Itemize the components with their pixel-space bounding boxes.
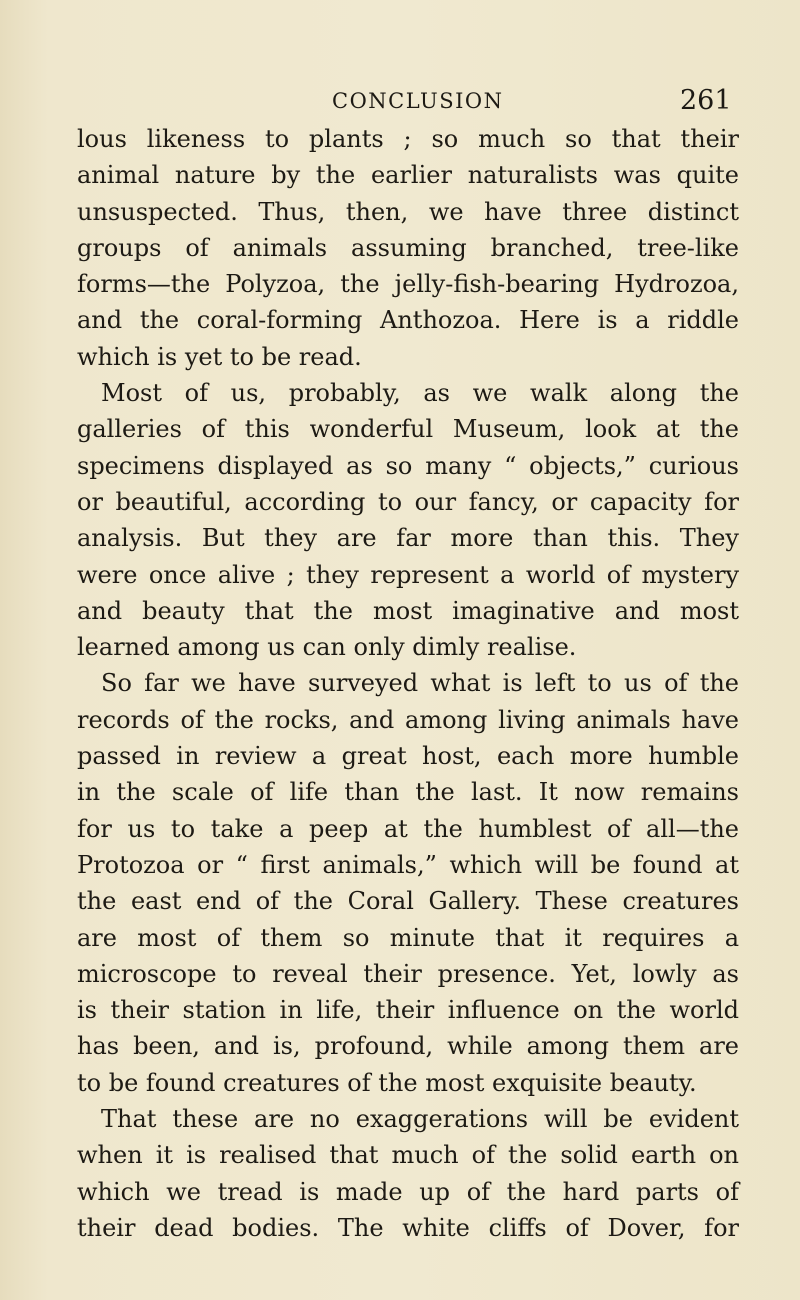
text-line: which we tread is made up of the hard parts of bbox=[77, 1177, 739, 1206]
text-line: has been, and is, profound, while among them are bbox=[77, 1032, 739, 1061]
text-line: the east end of the Coral Gallery. These creatures bbox=[77, 887, 739, 916]
chapter-title: CONCLUSION bbox=[332, 89, 504, 113]
text-line: specimens displayed as so many “ objects,” curious bbox=[77, 451, 739, 480]
text-line: to be found creatures of the most exquisite beauty. bbox=[77, 1068, 697, 1097]
text-line: or beautiful, according to our fancy, or capacity for bbox=[77, 487, 739, 516]
text-line: unsuspected. Thus, then, we have three distinct bbox=[77, 197, 739, 226]
text-line: Protozoa or “ first animals,” which will be found at bbox=[77, 850, 739, 879]
text-line: when it is realised that much of the solid earth on bbox=[77, 1141, 739, 1170]
text-line: forms—the Polyzoa, the jelly-fish-bearing Hydrozoa, bbox=[77, 270, 739, 299]
text-line: and beauty that the most imaginative and most bbox=[77, 596, 739, 625]
page-number: 261 bbox=[680, 85, 732, 116]
running-head bbox=[0, 86, 800, 116]
text-line: animal nature by the earlier naturalists was quite bbox=[77, 161, 739, 190]
text-line: which is yet to be read. bbox=[77, 342, 362, 371]
text-line: lous likeness to plants ; so much so that their bbox=[77, 125, 739, 153]
text-line: learned among us can only dimly realise. bbox=[77, 633, 577, 662]
text-line: So far we have surveyed what is left to us of the bbox=[101, 669, 739, 698]
text-line: groups of animals assuming branched, tree-like bbox=[77, 233, 739, 262]
text-line: and the coral-forming Anthozoa. Here is a riddle bbox=[77, 306, 739, 335]
text-line: is their station in life, their influence on the world bbox=[77, 996, 739, 1025]
text-line: for us to take a peep at the humblest of all—the bbox=[77, 814, 739, 843]
text-line: That these are no exaggerations will be evident bbox=[101, 1105, 739, 1134]
text-line: passed in review a great host, each more humble bbox=[77, 742, 739, 771]
text-line: galleries of this wonderful Museum, look at the bbox=[77, 415, 739, 444]
text-line: Most of us, probably, as we walk along the bbox=[101, 379, 739, 408]
text-line: records of the rocks, and among living animals have bbox=[77, 705, 739, 734]
text-line: their dead bodies. The white cliffs of Dover, for bbox=[77, 1213, 739, 1242]
text-line: in the scale of life than the last. It now remains bbox=[77, 778, 739, 807]
text-line: were once alive ; they represent a world of mystery bbox=[77, 560, 739, 589]
text-line: analysis. But they are far more than this. They bbox=[77, 524, 739, 553]
text-line: microscope to reveal their presence. Yet, lowly as bbox=[77, 959, 739, 988]
text-line: are most of them so minute that it requires a bbox=[77, 923, 739, 952]
body-text bbox=[77, 121, 739, 1246]
